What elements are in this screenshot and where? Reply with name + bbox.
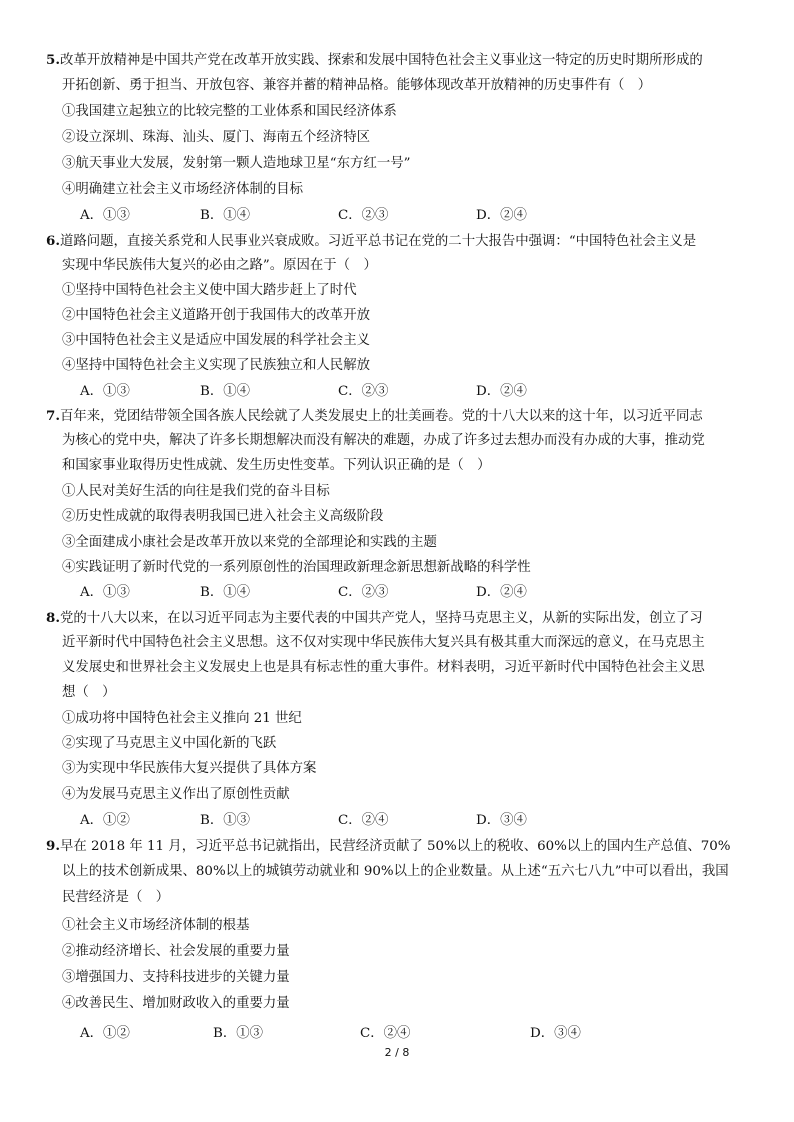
choice-item: ①成功将中国特色社会主义推向 21 世纪 <box>62 711 302 726</box>
choice-item: ②实现了马克思主义中国化新的飞跃 <box>62 736 277 751</box>
choice-item: ①坚持中国特色社会主义使中国大踏步赶上了时代 <box>62 283 357 298</box>
choice-item: ④坚持中国特色社会主义实现了民族独立和人民解放 <box>62 358 370 373</box>
question-stem-line: 想（ ） <box>62 685 116 700</box>
question-number: 8. <box>46 610 60 626</box>
question-stem-line: 和国家事业取得历史性成就、发生历史性变革。下列认识正确的是（ ） <box>62 458 491 473</box>
question-stem-line: 义发展史和世界社会主义发展史上也是具有标志性的重大事件。材料表明，习近平新时代中国特色社会主义思 <box>62 660 705 675</box>
question-stem-line: 实现中华民族伟大复兴的必由之路”。原因在于（ ） <box>62 258 377 273</box>
option-b[interactable]: B．①④ <box>200 384 251 399</box>
choice-item: ④明确建立社会主义市场经济体制的目标 <box>62 182 304 197</box>
choice-item: ③全面建成小康社会是改革开放以来党的全部理论和实践的主题 <box>62 535 437 550</box>
option-a[interactable]: A．①③ <box>80 384 130 399</box>
option-a[interactable]: A．①② <box>80 813 130 828</box>
option-c[interactable]: C．②③ <box>338 585 389 600</box>
question-stem-line: 5.改革开放精神是中国共产党在改革开放实践、探索和发展中国特色社会主义事业这一特定的历史时期所形成的 <box>46 52 703 68</box>
option-d[interactable]: D．②④ <box>476 384 527 399</box>
choice-item: ③中国特色社会主义是适应中国发展的科学社会主义 <box>62 333 370 348</box>
option-a[interactable]: A．①③ <box>80 208 130 223</box>
option-a[interactable]: A．①② <box>80 1026 130 1041</box>
page-number: 2 / 8 <box>384 1046 410 1059</box>
question-stem-line: 为核心的党中央，解决了许多长期想解决而没有解决的难题，办成了许多过去想办而没有办成的大事，推动党 <box>62 433 705 448</box>
choice-item: ②中国特色社会主义道路开创于我国伟大的改革开放 <box>62 308 370 323</box>
question-stem-line: 近平新时代中国特色社会主义思想。这不仅对实现中华民族伟大复兴具有极其重大而深远的意义，在马克思主 <box>62 635 705 650</box>
choice-item: ①社会主义市场经济体制的根基 <box>62 918 250 933</box>
option-b[interactable]: B．①③ <box>200 813 251 828</box>
choice-item: ①人民对美好生活的向往是我们党的奋斗目标 <box>62 484 330 499</box>
question-stem-line: 7.百年来，党团结带领全国各族人民绘就了人类发展史上的壮美画卷。党的十八大以来的这十年，以习近平同志 <box>46 408 703 424</box>
option-d[interactable]: D．②④ <box>476 208 527 223</box>
option-a[interactable]: A．①③ <box>80 585 130 600</box>
option-d[interactable]: D．③④ <box>476 813 527 828</box>
choice-item: ②设立深圳、珠海、汕头、厦门、海南五个经济特区 <box>62 130 370 145</box>
question-stem-line: 开拓创新、勇于担当、开放包容、兼容并蓄的精神品格。能够体现改革开放精神的历史事件有（ ） <box>62 78 652 93</box>
question-number: 9. <box>46 838 60 854</box>
choice-item: ④为发展马克思主义作出了原创性贡献 <box>62 787 290 802</box>
choice-item: ④改善民生、增加财政收入的重要力量 <box>62 996 290 1011</box>
choice-item: ③为实现中华民族伟大复兴提供了具体方案 <box>62 761 317 776</box>
option-d[interactable]: D．②④ <box>476 585 527 600</box>
option-c[interactable]: C．②③ <box>338 208 389 223</box>
option-c[interactable]: C．②④ <box>338 813 389 828</box>
question-stem-line: 6.道路问题，直接关系党和人民事业兴衰成败。习近平总书记在党的二十大报告中强调：“中国特色社会主义是 <box>46 233 697 249</box>
choice-item: ③航天事业大发展，发射第一颗人造地球卫星“东方红一号” <box>62 156 411 171</box>
question-stem-line: 8.党的十八大以来，在以习近平同志为主要代表的中国共产党人，坚持马克思主义，从新的实际出发，创立了习 <box>46 610 703 626</box>
option-d[interactable]: D．③④ <box>530 1026 581 1041</box>
choice-item: ②推动经济增长、社会发展的重要力量 <box>62 944 290 959</box>
question-stem-line: 民营经济是（ ） <box>62 890 170 905</box>
option-b[interactable]: B．①④ <box>200 208 251 223</box>
question-number: 7. <box>46 408 60 424</box>
question-number: 6. <box>46 233 60 249</box>
question-stem-line: 以上的技术创新成果、80%以上的城镇劳动就业和 90%以上的企业数量。从上述“五六七八九”中可以看出，我国 <box>62 864 729 879</box>
option-c[interactable]: C．②③ <box>338 384 389 399</box>
question-stem-line: 9.早在 2018 年 11 月，习近平总书记就指出，民营经济贡献了 50%以上的税收、60%以上的国内生产总值、70% <box>46 838 731 854</box>
option-b[interactable]: B．①③ <box>213 1026 264 1041</box>
choice-item: ③增强国力、支持科技进步的关键力量 <box>62 970 290 985</box>
choice-item: ②历史性成就的取得表明我国已进入社会主义高级阶段 <box>62 509 384 524</box>
option-c[interactable]: C．②④ <box>360 1026 411 1041</box>
choice-item: ④实践证明了新时代党的一系列原创性的治国理政新理念新思想新战略的科学性 <box>62 560 531 575</box>
choice-item: ①我国建立起独立的比较完整的工业体系和国民经济体系 <box>62 104 397 119</box>
option-b[interactable]: B．①④ <box>200 585 251 600</box>
question-number: 5. <box>46 52 60 68</box>
